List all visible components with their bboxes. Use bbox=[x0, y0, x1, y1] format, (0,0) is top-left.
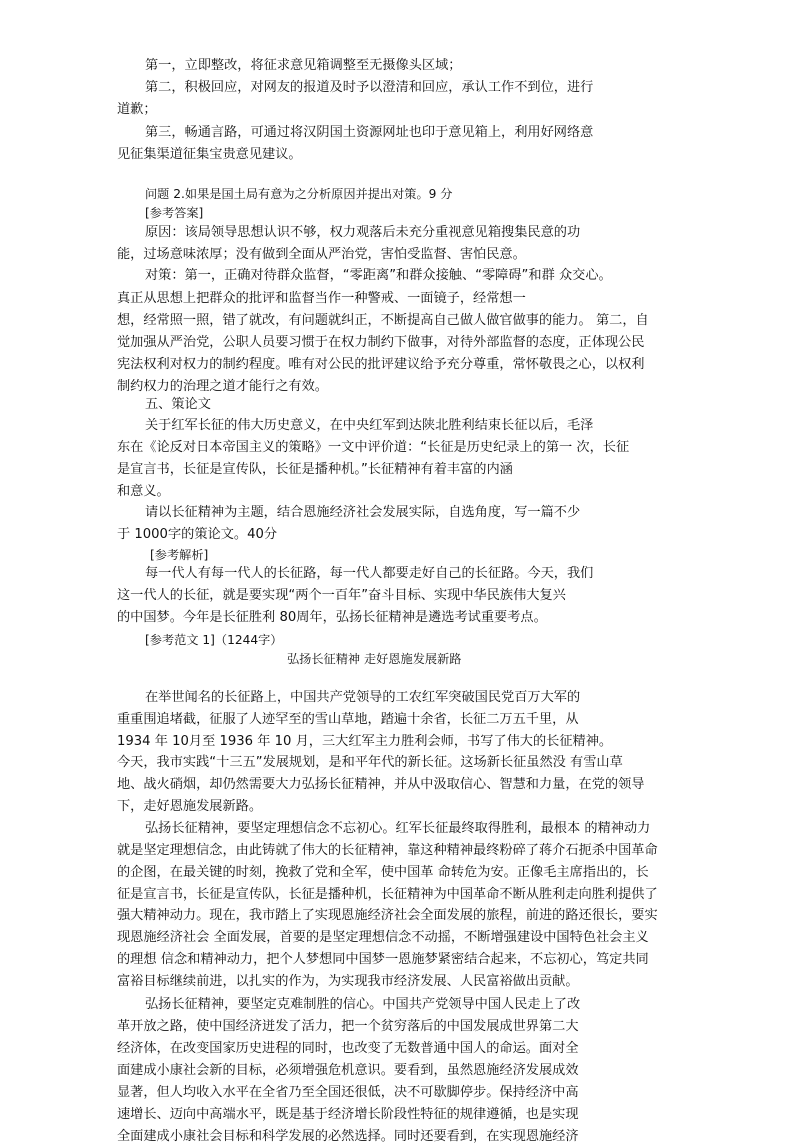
text-line: 弘扬长征精神，要坚定克难制胜的信心。中国共产党领导中国人民走上了改 bbox=[145, 997, 581, 1012]
section-label: [参考范文 1]（1244字） bbox=[145, 633, 283, 647]
text-line: 每一代人有每一代人的长征路，每一代人都要走好自己的长征路。今天，我们 bbox=[145, 566, 594, 581]
text-line: 请以长征精神为主题，结合恩施经济社会发展实际，自选角度，写一篇不少 bbox=[145, 505, 581, 520]
text-line: 革开放之路，使中国经济迸发了活力，把一个贫穷落后的中国发展成世界第二大 bbox=[117, 1019, 579, 1034]
text-line: 在举世闻名的长征路上，中国共产党领导的工农红军突破国民党百万大军的 bbox=[145, 690, 581, 705]
text-line: 宪法权利对权力的制约程度。唯有对公民的批评建议给予充分尊重，常怀敬畏之心，以权利 bbox=[117, 357, 645, 372]
text-line: 能，过场意味浓厚；没有做到全面从严治党，害怕受监督、害怕民意。 bbox=[117, 247, 526, 262]
text-line: 道歉； bbox=[117, 102, 157, 117]
text-line: 的中国梦。今年是长征胜利 80周年，弘扬长征精神是遴选考试重要考点。 bbox=[117, 610, 547, 625]
section-heading: 五、策论文 bbox=[145, 397, 211, 412]
text-line: 地、战火硝烟，却仍然需要大力弘扬长征精神，并从中汲取信心、智慧和力量，在党的领导 bbox=[117, 777, 645, 792]
text-line: 这一代人的长征，就是要实现“两个一百年”奋斗目标、实现中华民族伟大复兴 bbox=[117, 588, 566, 603]
text-line: 的企图，在最关键的时刻，挽救了党和全军，使中国革 命转危为安。正像毛主席指出的，长 bbox=[117, 865, 649, 880]
text-line: 弘扬长征精神，要坚定理想信念不忘初心。红军长征最终取得胜利，最根本 的精神动力 bbox=[145, 821, 651, 836]
text-line: 全面建成小康社会目标和科学发展的必然选择。同时还要看到，在实现恩施经济 bbox=[117, 1129, 579, 1144]
text-line: 第二，积极回应，对网友的报道及时予以澄清和回应，承认工作不到位，进行 bbox=[145, 80, 594, 95]
text-line: 强大精神动力。现在，我市踏上了实现恩施经济社会全面发展的旅程，前进的路还很长，要实 bbox=[117, 908, 658, 923]
text-line: 关于红军长征的伟大历史意义，在中央红军到达陕北胜利结束长征以后，毛泽 bbox=[145, 418, 594, 433]
text-line: 觉加强从严治党，公职人员要习惯于在权力制约下做事，对待外部监督的态度，正体现公民 bbox=[117, 335, 645, 350]
text-line: 和意义。 bbox=[117, 484, 170, 499]
text-line: 1934 年 10月至 1936 年 10 月，三大红军主力胜利会师，书写了伟大的长征精神。 bbox=[117, 734, 613, 749]
text-line: 面建成小康社会新的目标，必须增强危机意识。要看到，虽然恩施经济发展成效 bbox=[117, 1063, 579, 1078]
text-line: 第一，立即整改，将征求意见箱调整至无摄像头区域； bbox=[145, 58, 462, 73]
section-label: [参考答案] bbox=[145, 206, 204, 220]
text-line: 是宣言书，长征是宣传队，长征是播种机。”长征精神有着丰富的内涵 bbox=[117, 462, 513, 477]
text-line: 经济体，在改变国家历史进程的同时，也改变了无数普通中国人的命运。面对全 bbox=[117, 1041, 579, 1056]
text-line: 原因：该局领导思想认识不够，权力观落后未充分重视意见箱搜集民意的功 bbox=[145, 225, 581, 240]
text-line: 真正从思想上把群众的批评和监督当作一种警戒、一面镜子，经常想一 bbox=[117, 291, 526, 306]
text-line: 制约权力的治理之道才能行之有效。 bbox=[117, 379, 328, 394]
text-line: 显著，但人均收入水平在全省乃至全国还很低，决不可歇脚停步。保持经济中高 bbox=[117, 1085, 579, 1100]
text-line: 富裕目标继续前进，以扎实的作为，为实现我市经济发展、人民富裕做出贡献。 bbox=[117, 974, 579, 989]
essay-title: 弘扬长征精神 走好恩施发展新路 bbox=[287, 652, 462, 666]
text-line: 今天，我市实践“十三五”发展规划，是和平年代的新长征。这场新长征虽然没 有雪山草 bbox=[117, 755, 623, 770]
text-line: 见征集渠道征集宝贵意见建议。 bbox=[117, 147, 302, 162]
text-line: 于 1000字的策论文。40分 bbox=[117, 527, 278, 542]
text-line: 现恩施经济社会 全面发展，首要的是坚定理想信念不动摇，不断增强建设中国特色社会主义 bbox=[117, 930, 649, 945]
text-line: 重重围追堵截，征服了人迹罕至的雪山草地，踏遍十余省，长征二万五千里，从 bbox=[117, 712, 579, 727]
text-line: 对策：第一，正确对待群众监督，“零距离”和群众接触、“零障碍”和群 众交心。 bbox=[145, 268, 612, 283]
text-line: 想，经常照一照，错了就改，有问题就纠正，不断提高自己做人做官做事的能力。 第二，自 bbox=[117, 313, 649, 328]
text-line: 第三，畅通言路，可通过将汉阴国土资源网址也印于意见箱上，利用好网络意 bbox=[145, 125, 594, 140]
text-line: 下，走好恩施发展新路。 bbox=[117, 799, 263, 814]
text-line: 就是坚定理想信念，由此铸就了伟大的长征精神，靠这种精神最终粉碎了蒋介石扼杀中国革命 bbox=[117, 843, 658, 858]
text-line: 速增长、迈向中高端水平，既是基于经济增长阶段性特征的规律遵循，也是实现 bbox=[117, 1107, 579, 1122]
text-line: 的理想 信念和精神动力，把个人梦想同中国梦一恩施梦紧密结合起来，不忘初心，笃定共同 bbox=[117, 952, 649, 967]
text-line: 征是宣言书，长征是宣传队，长征是播种机，长征精神为中国革命不断从胜利走向胜利提供了 bbox=[117, 887, 658, 902]
text-line: 东在《论反对日本帝国主义的策略》一文中评价道：“长征是历史纪录上的第一 次，长征 bbox=[117, 440, 630, 455]
section-label: [参考解析] bbox=[150, 548, 209, 562]
question-heading: 问题 2.如果是国土局有意为之分析原因并提出对策。9 分 bbox=[145, 187, 453, 201]
